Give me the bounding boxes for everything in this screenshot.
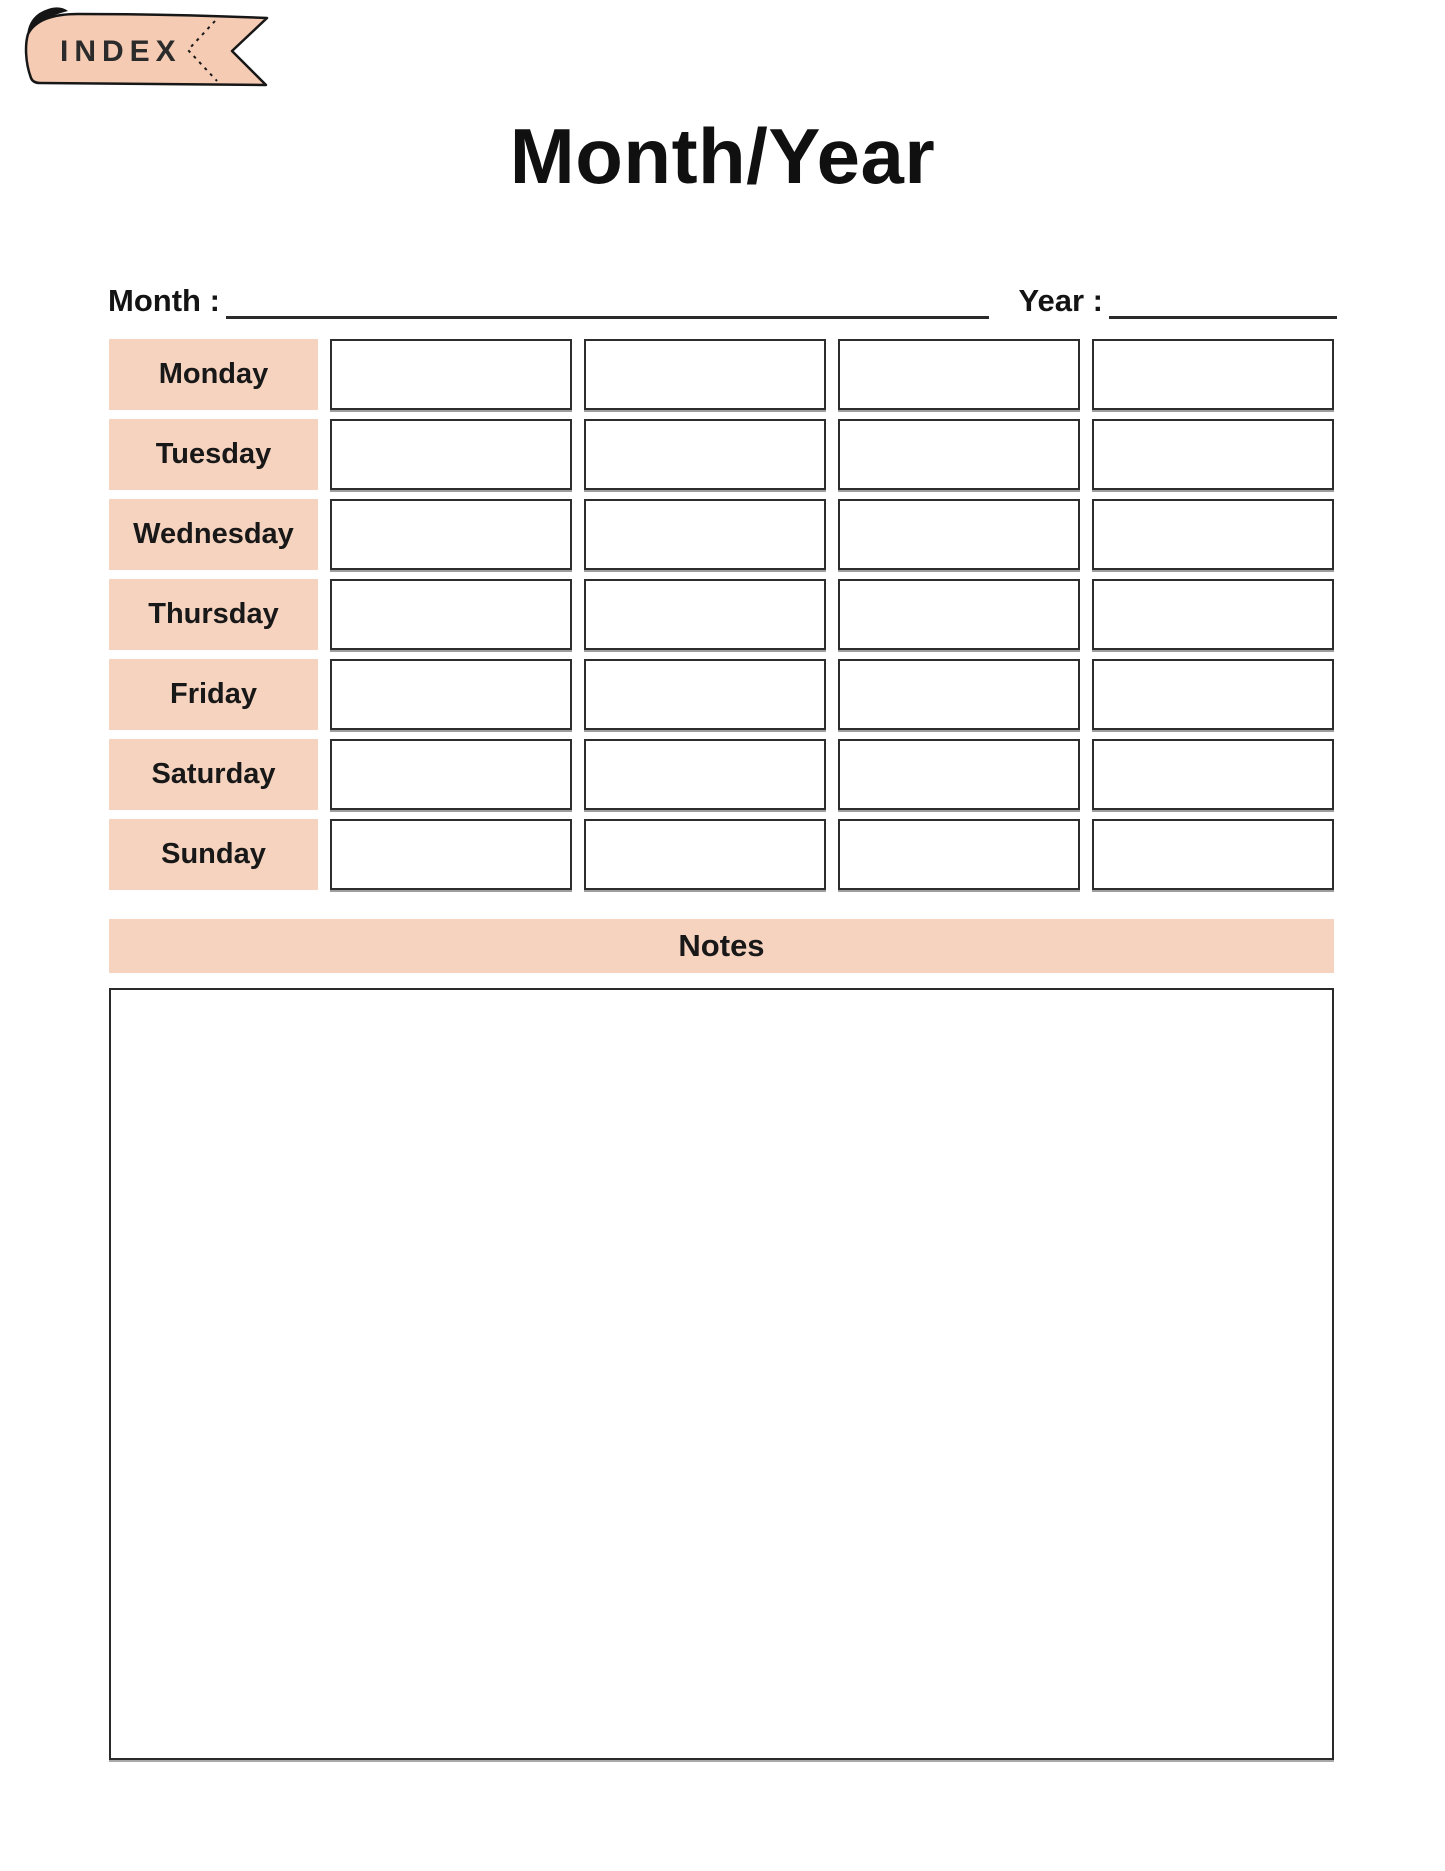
month-label: Month : (108, 283, 220, 318)
day-label-thursday: Thursday (109, 579, 318, 650)
entry-box-sunday-3[interactable] (838, 819, 1080, 890)
entry-box-friday-3[interactable] (838, 659, 1080, 730)
index-ribbon-icon (16, 2, 276, 98)
entry-box-wednesday-3[interactable] (838, 499, 1080, 570)
month-input[interactable] (226, 285, 989, 319)
day-label-tuesday: Tuesday (109, 419, 318, 490)
entry-box-saturday-2[interactable] (584, 739, 826, 810)
entry-box-friday-2[interactable] (584, 659, 826, 730)
year-label: Year : (1018, 283, 1103, 318)
day-label-monday: Monday (109, 339, 318, 410)
entry-box-sunday-4[interactable] (1092, 819, 1334, 890)
year-input[interactable] (1109, 285, 1337, 319)
entry-box-monday-1[interactable] (330, 339, 572, 410)
page-title: Month/Year (509, 112, 936, 200)
day-label-sunday: Sunday (109, 819, 318, 890)
entry-box-thursday-1[interactable] (330, 579, 572, 650)
notes-label: Notes (678, 928, 765, 963)
entry-box-thursday-2[interactable] (584, 579, 826, 650)
entry-box-monday-2[interactable] (584, 339, 826, 410)
day-label-friday: Friday (109, 659, 318, 730)
entry-box-friday-4[interactable] (1092, 659, 1334, 730)
entry-box-friday-1[interactable] (330, 659, 572, 730)
entry-box-tuesday-4[interactable] (1092, 419, 1334, 490)
entry-box-monday-3[interactable] (838, 339, 1080, 410)
entry-box-sunday-2[interactable] (584, 819, 826, 890)
entry-box-saturday-3[interactable] (838, 739, 1080, 810)
index-ribbon[interactable] (16, 2, 276, 98)
planner-table (109, 339, 1334, 890)
entry-box-monday-4[interactable] (1092, 339, 1334, 410)
entry-box-tuesday-3[interactable] (838, 419, 1080, 490)
entry-box-wednesday-1[interactable] (330, 499, 572, 570)
entry-box-tuesday-1[interactable] (330, 419, 572, 490)
entry-box-wednesday-4[interactable] (1092, 499, 1334, 570)
entry-box-saturday-4[interactable] (1092, 739, 1334, 810)
entry-box-thursday-3[interactable] (838, 579, 1080, 650)
notes-header (109, 919, 1334, 973)
notes-input-area[interactable] (109, 988, 1334, 1760)
entry-box-sunday-1[interactable] (330, 819, 572, 890)
day-label-wednesday: Wednesday (109, 499, 318, 570)
month-year-form (108, 277, 1337, 319)
entry-box-saturday-1[interactable] (330, 739, 572, 810)
entry-box-thursday-4[interactable] (1092, 579, 1334, 650)
index-ribbon-label: INDEX (60, 35, 182, 68)
day-label-saturday: Saturday (109, 739, 318, 810)
entry-box-wednesday-2[interactable] (584, 499, 826, 570)
entry-box-tuesday-2[interactable] (584, 419, 826, 490)
